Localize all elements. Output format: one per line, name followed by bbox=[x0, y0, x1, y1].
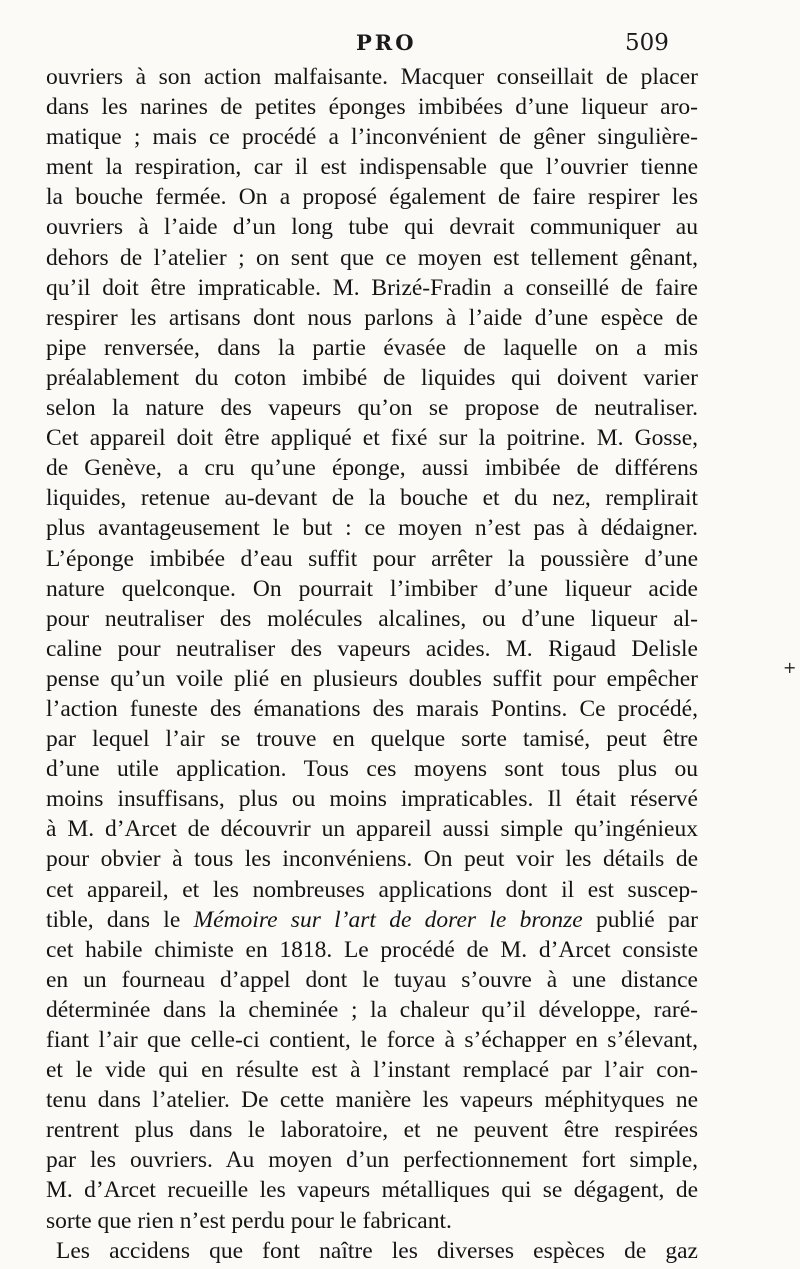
text-line: Les accidens que font naître les diverses espèces de gaz bbox=[56, 1237, 698, 1264]
text-line: plus avantageusement le but : ce moyen n’est pas à dédaigner. bbox=[46, 515, 698, 542]
text-line: cet appareil, et les nombreuses applications dont il est suscep- bbox=[46, 876, 698, 903]
memoir-title: Mémoire sur l’art de dorer le bronze bbox=[193, 906, 583, 933]
text-line: par les ouvriers. Au moyen d’un perfectionnement fort simple, bbox=[46, 1147, 698, 1174]
text-line: pipe renversée, dans la partie évasée de laquelle on a mis bbox=[46, 334, 698, 361]
text-line: déterminée dans la cheminée ; la chaleur qu’il développe, raré- bbox=[46, 996, 698, 1023]
page-number: 509 bbox=[625, 30, 669, 56]
text-line: et le vide qui en résulte est à l’instant remplacé par l’air con- bbox=[46, 1057, 698, 1084]
text-line: ouvriers à son action malfaisante. Macquer conseillait de placer bbox=[46, 64, 698, 90]
margin-mark: + bbox=[783, 658, 797, 677]
text-line: la bouche fermée. On a proposé également de faire respirer les bbox=[46, 184, 698, 211]
text-line: dans les narines de petites éponges imbibées d’une liqueur aro- bbox=[46, 94, 698, 121]
text-line: qu’il doit être impraticable. M. Brizé-Fradin a conseillé de faire bbox=[46, 274, 698, 301]
text-line: par lequel l’air se trouve en quelque sorte tamisé, peut être bbox=[46, 726, 698, 753]
body-text bbox=[46, 62, 698, 1266]
text-line: à M. d’Arcet de découvrir un appareil aussi simple qu’ingénieux bbox=[46, 816, 698, 843]
text-line: fiant l’air que celle-ci contient, le force à s’échapper en s’élevant, bbox=[46, 1027, 698, 1053]
text-line: nature quelconque. On pourrait l’imbiber d’une liqueur acide bbox=[46, 575, 698, 602]
text-line: ment la respiration, car il est indispensable que l’ouvrier tienne bbox=[46, 154, 698, 181]
text-line: Cet appareil doit être appliqué et fixé sur la poitrine. M. Gosse, bbox=[46, 425, 698, 452]
text-line: rentrent plus dans le laboratoire, et ne peuvent être respirées bbox=[46, 1117, 698, 1144]
text-line: L’éponge imbibée d’eau suffit pour arrêter la poussière d’une bbox=[46, 545, 698, 572]
text-line: tible, dans le Mémoire sur l’art de dorer le bronze publié par bbox=[46, 906, 698, 933]
running-head-title: PRO bbox=[356, 30, 417, 55]
text-line: M. d’Arcet recueille les vapeurs métalliques qui se dégagent, de bbox=[46, 1177, 698, 1204]
text-line: l’action funeste des émanations des marais Pontins. Ce procédé, bbox=[46, 695, 698, 722]
text-line: pour neutraliser des molécules alcalines, ou d’une liqueur al- bbox=[46, 605, 698, 632]
text-line: selon la nature des vapeurs qu’on se propose de neutraliser. bbox=[46, 395, 698, 422]
text-line: respirer les artisans dont nous parlons à l’aide d’une espèce de bbox=[46, 304, 698, 331]
text-line: en un fourneau d’appel dont le tuyau s’ouvre à une distance bbox=[46, 966, 698, 993]
text-line: dehors de l’atelier ; on sent que ce moyen est tellement gênant, bbox=[46, 244, 698, 271]
text-line: liquides, retenue au-devant de la bouche et du nez, remplirait bbox=[46, 485, 698, 512]
text-line: pense qu’un voile plié en plusieurs doubles suffit pour empêcher bbox=[46, 665, 698, 692]
text-line: matique ; mais ce procédé a l’inconvénient de gêner singulière- bbox=[46, 124, 698, 151]
text-line: d’une utile application. Tous ces moyens sont tous plus ou bbox=[46, 756, 698, 783]
text-line: cet habile chimiste en 1818. Le procédé de M. d’Arcet consiste bbox=[46, 936, 698, 963]
running-head bbox=[0, 30, 800, 64]
text-line: ouvriers à l’aide d’un long tube qui devrait communiquer au bbox=[46, 214, 698, 241]
text-line: sorte que rien n’est perdu pour le fabricant. bbox=[46, 1207, 452, 1234]
text-line: caline pour neutraliser des vapeurs acides. M. Rigaud Delisle bbox=[46, 635, 698, 662]
text-line: tenu dans l’atelier. De cette manière les vapeurs méphityques ne bbox=[46, 1087, 698, 1114]
text-line: pour obvier à tous les inconvéniens. On peut voir les détails de bbox=[46, 846, 698, 873]
text-line: préalablement du coton imbibé de liquides qui doivent varier bbox=[46, 364, 698, 391]
text-line: de Genève, a cru qu’une éponge, aussi imbibée de différens bbox=[46, 455, 698, 482]
text-line: moins insuffisans, plus ou moins impraticables. Il était réservé bbox=[46, 786, 698, 813]
